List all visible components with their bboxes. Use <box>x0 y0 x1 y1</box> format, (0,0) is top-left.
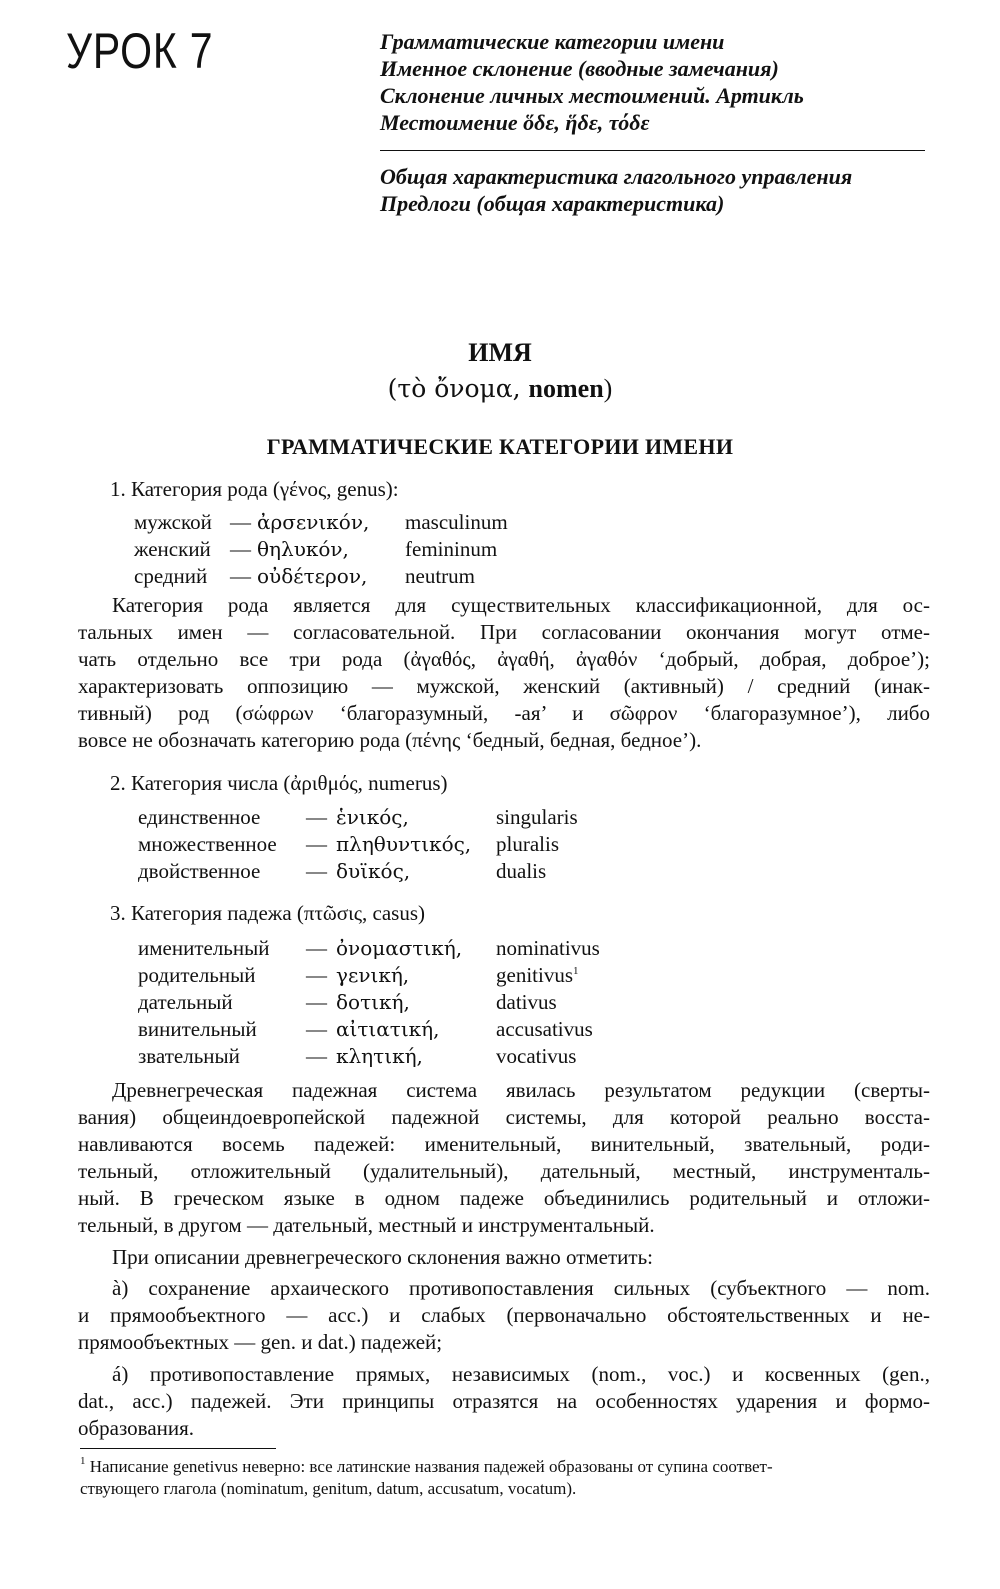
latin-label: dativus <box>496 990 557 1014</box>
table-row <box>138 831 578 858</box>
dash: — <box>306 832 327 856</box>
table-row <box>134 563 508 590</box>
latin-term: singularis <box>496 805 578 829</box>
number-heading: 2. Категория числа (ἀριθμός, numerus) <box>110 771 448 795</box>
latin-term: dualis <box>496 859 547 883</box>
latin-term: femininum <box>405 537 498 561</box>
greek-term: γενική, <box>336 963 410 987</box>
ru-term: мужской <box>134 510 212 534</box>
section-subtitle <box>0 374 1000 404</box>
latin-term: masculinum <box>405 510 508 534</box>
text-line: тивный) род (σώφρων ‘благоразумный, -ая’ и σῶφρον ‘благоразумное’), либо <box>78 701 930 725</box>
greek-term: κλητική, <box>336 1044 423 1068</box>
dash: — <box>306 990 327 1014</box>
table-row <box>138 962 600 989</box>
text-line: ный. В греческом языке в одном падеже объединились родительный и отложи- <box>78 1186 930 1210</box>
greek-term: ἀρσενικόν, <box>257 510 370 534</box>
table-row <box>138 989 600 1016</box>
dash: — <box>230 537 251 561</box>
dash: — <box>306 859 327 883</box>
gender-table <box>134 509 508 590</box>
ru-term: родительный <box>138 963 256 987</box>
footnote-ref[interactable]: 1 <box>573 965 579 977</box>
text-line: вания) общеиндоевропейской падежной системы, для которой реально восста- <box>78 1105 930 1129</box>
text-line: и прямообъектного — acc.) и слабых (первоначально обстоятельственных и не- <box>78 1303 930 1327</box>
text-line: à) сохранение архаического противопоставления сильных (субъектного — nom. <box>112 1276 930 1300</box>
dash: — <box>230 564 251 588</box>
table-row <box>134 536 508 563</box>
latin-term: pluralis <box>496 832 559 856</box>
latin-term: neutrum <box>405 564 475 588</box>
gender-heading: 1. Категория рода (γένος, genus): <box>110 477 399 501</box>
latin-label: nominativus <box>496 936 600 960</box>
ru-term: множественное <box>138 832 277 856</box>
ru-term: звательный <box>138 1044 240 1068</box>
section-heading: ГРАММАТИЧЕСКИЕ КАТЕГОРИИ ИМЕНИ <box>266 434 734 459</box>
latin-label: accusativus <box>496 1017 593 1041</box>
latin-term <box>496 935 600 962</box>
case-heading: 3. Категория падежа (πτῶσις, casus) <box>110 901 426 925</box>
ru-term: средний <box>134 564 208 588</box>
topic-line: Грамматические категории имени <box>380 29 725 54</box>
dash: — <box>306 805 327 829</box>
greek-term: δοτική, <box>336 990 410 1014</box>
text-line: прямообъектных — gen. и dat.) падежей; <box>78 1330 443 1354</box>
topic-line: Именное склонение (вводные замечания) <box>380 56 779 81</box>
footnote-line <box>80 1456 930 1478</box>
greek-term: οὐδέτερον, <box>257 564 368 588</box>
subtitle-close: ) <box>603 374 613 403</box>
table-row <box>138 935 600 962</box>
text-line: При описании древнегреческого склонения важно отметить: <box>112 1245 654 1269</box>
case-table <box>138 935 600 1070</box>
greek-term: θηλυκόν, <box>257 537 349 561</box>
dash: — <box>306 963 327 987</box>
subtitle-latin: nomen <box>528 374 604 403</box>
latin-label: genitivus <box>496 963 573 987</box>
greek-term: δυϊκός, <box>336 859 411 883</box>
footnote-line: ствующего глагола (nominatum, genitum, datum, accusatum, vocatum). <box>80 1479 577 1498</box>
section-title: ИМЯ <box>468 338 532 367</box>
text-line: навливаются восемь падежей: именительный, винительный, звательный, роди- <box>78 1132 930 1156</box>
greek-term: ὀνομαστική, <box>336 936 463 960</box>
text-line: Категория рода является для существительных классификационной, для ос- <box>112 593 930 617</box>
topic-line: Склонение личных местоимений. Артикль <box>380 83 804 108</box>
text-line: Древнегреческая падежная система явилась результатом редукции (сверты- <box>112 1078 930 1102</box>
footnote <box>80 1456 930 1500</box>
footnote-text: Написание genetivus неверно: все латинские названия падежей образованы от супина соответ- <box>85 1457 773 1476</box>
ru-term: винительный <box>138 1017 257 1041</box>
latin-term <box>496 1016 600 1043</box>
lesson-topics <box>380 28 940 217</box>
table-row <box>138 804 578 831</box>
latin-label: vocativus <box>496 1044 577 1068</box>
footnote-divider <box>80 1448 276 1449</box>
ru-term: двойственное <box>138 859 261 883</box>
dash: — <box>306 936 327 960</box>
dash: — <box>306 1017 327 1041</box>
greek-term: αἰτιατική, <box>336 1017 440 1041</box>
latin-term <box>496 989 600 1016</box>
text-line: характеризовать оппозицию — мужской, женский (активный) / средний (инак- <box>78 674 930 698</box>
ru-term: единственное <box>138 805 261 829</box>
subtitle-greek: (τὸ ὄνομα, <box>387 374 529 403</box>
table-row <box>138 858 578 885</box>
text-line: чать отдельно все три рода (ἀγαθός, ἀγαθή, ἀγαθόν ‘добрый, добрая, доброе’); <box>78 647 930 671</box>
greek-term: πληθυντικός, <box>336 832 472 856</box>
text-line: образования. <box>78 1416 195 1440</box>
ru-term: именительный <box>138 936 270 960</box>
table-row <box>134 509 508 536</box>
ru-term: женский <box>134 537 211 561</box>
ru-term: дательный <box>138 990 233 1014</box>
gender-paragraph <box>78 592 930 754</box>
text-line: тальных имен — согласовательной. При согласовании окончания могут отме- <box>78 620 930 644</box>
latin-term <box>496 1043 600 1070</box>
topic-divider <box>380 150 925 151</box>
text-line: тельный, отложительный (удалительный), дательный, местный, инструменталь- <box>78 1159 930 1183</box>
case-paragraph <box>78 1077 930 1442</box>
greek-term: ἑνικός, <box>336 805 409 829</box>
text-line: тельный, в другом — дательный, местный и инструментальный. <box>78 1213 655 1237</box>
dash: — <box>230 510 251 534</box>
topic-line: Предлоги (общая характеристика) <box>380 191 725 216</box>
topic-line: Местоимение ὅδε, ἥδε, τόδε <box>380 110 650 135</box>
table-row <box>138 1016 600 1043</box>
table-row <box>138 1043 600 1070</box>
number-table <box>138 804 578 885</box>
lesson-title: УРОК 7 <box>66 23 214 79</box>
text-line: á) противопоставление прямых, независимых (nom., voc.) и косвенных (gen., <box>112 1362 930 1386</box>
text-line: dat., acc.) падежей. Эти принципы отразятся на особенностях ударения и формо- <box>78 1389 930 1413</box>
topic-line: Общая характеристика глагольного управления <box>380 164 853 189</box>
dash: — <box>306 1044 327 1068</box>
text-line: вовсе не обозначать категорию рода (πένης ‘бедный, бедная, бедное’). <box>78 728 702 752</box>
footnote-marker: 1 <box>80 1455 86 1467</box>
latin-term <box>496 962 600 989</box>
